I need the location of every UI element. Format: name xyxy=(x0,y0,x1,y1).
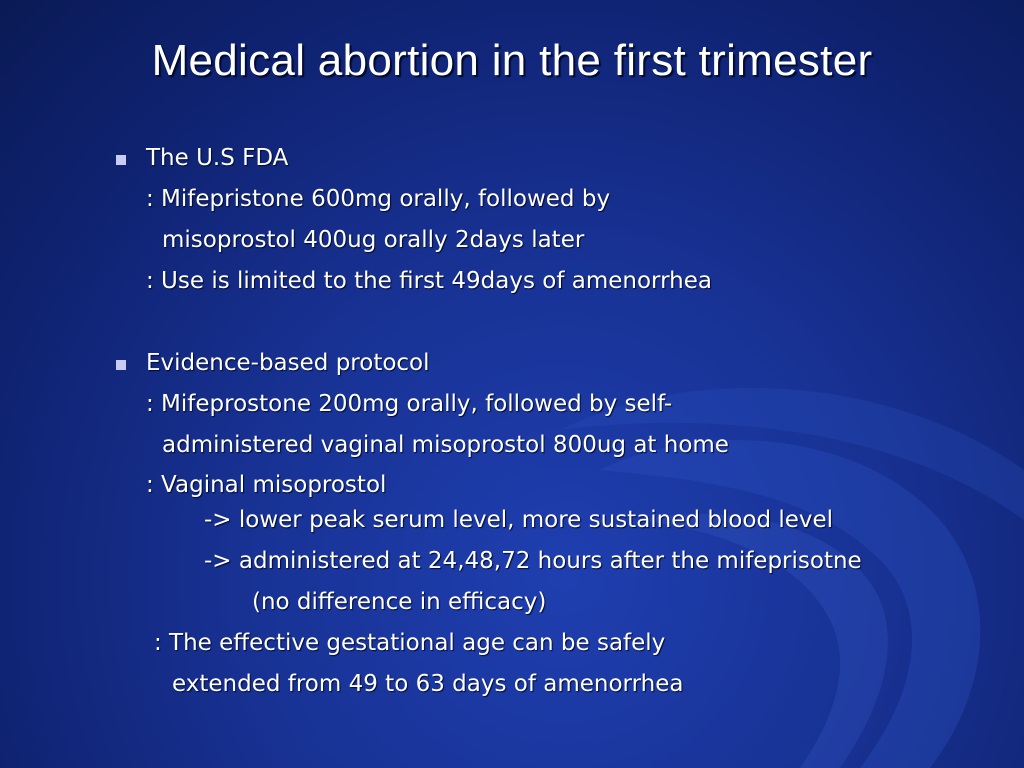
body-line: -> administered at 24,48,72 hours after the mifeprisotne xyxy=(204,548,862,574)
body-line: administered vaginal misoprostol 800ug at home xyxy=(162,432,729,458)
body-line: : Use is limited to the first 49days of amenorrhea xyxy=(146,268,712,294)
body-line: : Mifepristone 600mg orally, followed by xyxy=(146,186,611,212)
body-line: extended from 49 to 63 days of amenorrhea xyxy=(172,671,684,697)
body-line: : The effective gestational age can be safely xyxy=(154,630,666,656)
body-line: -> lower peak serum level, more sustained blood level xyxy=(204,507,834,533)
section-heading: The U.S FDA xyxy=(146,145,289,171)
body-line: misoprostol 400ug orally 2days later xyxy=(162,227,585,253)
bullet-square-icon xyxy=(116,360,126,370)
body-line: : Mifeprostone 200mg orally, followed by self- xyxy=(146,391,673,417)
slide-title: Medical abortion in the first trimester xyxy=(151,36,873,85)
section-heading: Evidence-based protocol xyxy=(146,350,430,376)
body-line: (no difference in efficacy) xyxy=(252,589,547,615)
bullet-square-icon xyxy=(116,155,126,165)
body-line: : Vaginal misoprostol xyxy=(146,472,387,498)
